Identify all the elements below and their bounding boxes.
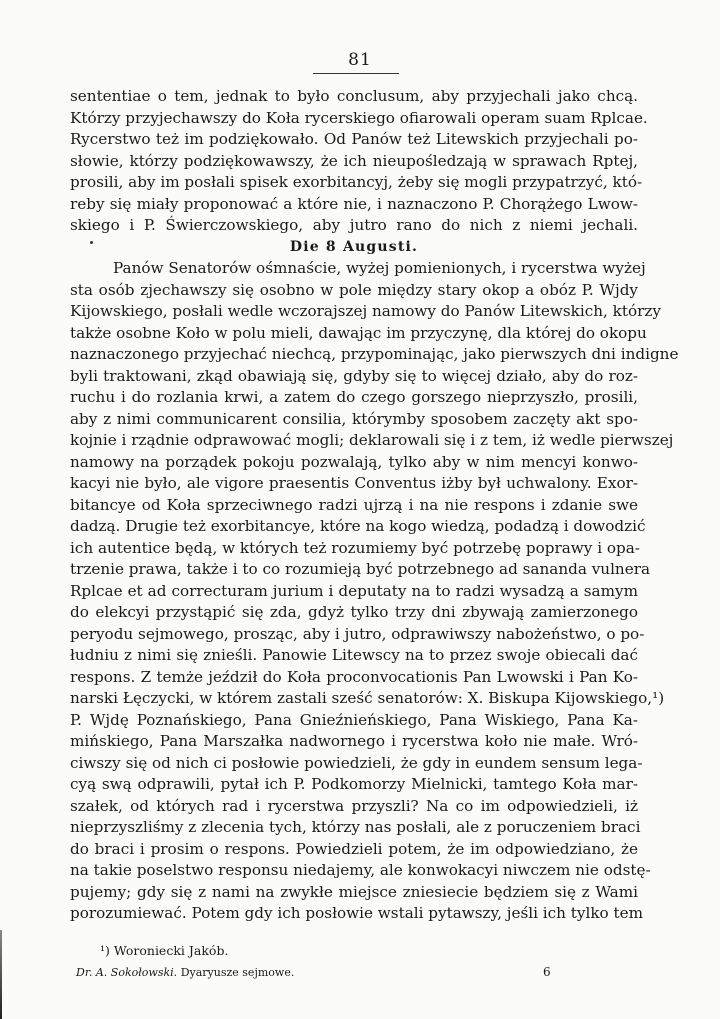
text-line: kojnie i rządnie odprawować mogli; deklarowali się i z tem, iż wedle pierwszej <box>70 431 674 449</box>
text-line: namowy na porządek pokoju pozwalają, tylko aby w nim mencyi konwo- <box>70 452 638 471</box>
text-line: prosili, aby im posłali spisek exorbitancyj, żeby się mogli przypatrzyć, któ- <box>70 173 643 191</box>
text-line: bitancye od Koła sprzeciwnego radzi ujrzą i na nie respons i zdanie swe <box>70 495 638 514</box>
text-line: porozumiewać. Potem gdy ich posłowie wstali pytawszy, jeśli ich tylko tem <box>70 904 643 922</box>
text-line: słowie, którzy podziękowawszy, że ich nieupośledzają w sprawach Rptej, <box>70 151 638 170</box>
page-number: 81 <box>348 50 372 70</box>
text-line: kacyi nie było, ale vigore praesentis Conventus iżby był uchwalony. Exor- <box>70 474 638 492</box>
text-line: sta osób zjechawszy się osobno w pole między stary okop a obóz P. Wjdy <box>70 280 638 299</box>
text-line: trzenie prawa, także i to co rozumieją być potrzebnego ad sananda vulnera <box>70 560 651 578</box>
text-line: P. Wjdę Poznańskiego, Pana Gnieźnieńskiego, Pana Wiskiego, Pana Ka- <box>70 710 638 729</box>
text-line: do braci i prosim o respons. Powiedzieli potem, że im odpowiedziano, że <box>70 839 638 858</box>
text-line: także osobne Koło w polu mieli, dawając im przyczynę, dla której do okopu <box>70 323 647 342</box>
text-line: do elekcyi przystąpić się zda, gdyż tylko trzy dni zbywają zamierzonego <box>70 603 638 621</box>
text-line: skiego i P. Świerczowskiego, aby jutro rano do nich z niemi jechali. <box>70 216 638 234</box>
text-line: ich autentice będą, w których też rozumiemy być potrzebę poprawy i opa- <box>70 538 640 557</box>
text-line: ruchu i do rozlania krwi, a zatem do czego gorszego nieprzyszło, prosili, <box>70 388 638 406</box>
text-line: reby się miały proponować a które nie, i naznaczono P. Chorążego Lwow- <box>70 194 638 213</box>
text-line: dadzą. Drugie też exorbitancye, które na kogo wiedzą, podadzą i dowodzić <box>70 517 646 535</box>
text-line: Którzy przyjechawszy do Koła rycerskiego ofiarowali operam suam Rplcae. <box>70 108 648 127</box>
text-line: szałek, od których rad i rycerstwa przyszli? Na co im odpowiedzieli, iż <box>70 796 638 815</box>
signature-title: Dyaryusze sejmowe. <box>180 966 295 979</box>
text-line: Rplcae et ad correcturam jurium i deputaty na to radzi wysadzą a samym <box>70 581 638 600</box>
footnote: ¹) Woroniecki Jakób. <box>100 943 229 958</box>
binding-edge <box>0 930 2 1019</box>
body-text <box>70 86 679 925</box>
text-line: peryodu sejmowego, prosząc, aby i jutro, odprawiwszy nabożeństwo, o po- <box>70 624 645 643</box>
text-line: łudniu z nimi się znieśli. Panowie Litewscy na to przez swoje obiecali dać <box>70 646 638 664</box>
text-line: na takie poselstwo responsu niedajemy, ale konwokacyi niwczem nie odstę- <box>70 861 651 879</box>
text-line: narski Łęczycki, w którem zastali sześć senatorów: X. Biskupa Kijowskiego,¹) <box>70 689 665 707</box>
signature-author: Dr. A. Sokołowski. <box>76 966 178 979</box>
text-line: Rycerstwo też im podziękowało. Od Panów też Litewskich przyjechali po- <box>70 130 638 148</box>
text-line: sententiae o tem, jednak to było conclusum, aby przyjechali jako chcą. <box>70 87 638 105</box>
section-heading: Die 8 Augusti. <box>289 238 419 255</box>
text-line: byli traktowani, zkąd obawiają się, gdyby się to więcej działo, aby do roz- <box>70 366 638 385</box>
sheet-number: 6 <box>543 965 551 979</box>
text-line: respons. Z temże jeździł do Koła proconvocationis Pan Lwowski i Pan Ko- <box>70 667 638 686</box>
text-line: aby z nimi communicarent consilia, którymby sposobem zaczęty akt spo- <box>70 409 638 428</box>
text-line: mińskiego, Pana Marszałka nadwornego i rycerstwa koło nie małe. Wró- <box>70 732 638 750</box>
header-rule <box>313 73 399 74</box>
text-line: nieprzyszliśmy z zlecenia tych, którzy nas posłali, ale z poruczeniem braci <box>70 818 641 836</box>
text-line: Kijowskiego, posłali wedle wczorajszej namowy do Panów Litewskich, którzy <box>70 302 661 320</box>
text-line: ciwszy się od nich ci posłowie powiedzieli, że gdy in eundem sensum lega- <box>70 753 643 772</box>
text-line: cyą swą odprawili, pytał ich P. Podkomorzy Mielnicki, tamtego Koła mar- <box>70 775 638 793</box>
text-line: Panów Senatorów ośmnaście, wyżej pomienionych, i rycerstwa wyżej <box>113 259 646 277</box>
text-line: pujemy; gdy się z nami na zwykłe miejsce zniesiecie będziem się z Wami <box>70 882 638 901</box>
signature-line <box>76 966 294 979</box>
text-line: naznaczonego przyjechać niechcą, przypominając, jako pierwszych dni indigne <box>70 345 679 363</box>
